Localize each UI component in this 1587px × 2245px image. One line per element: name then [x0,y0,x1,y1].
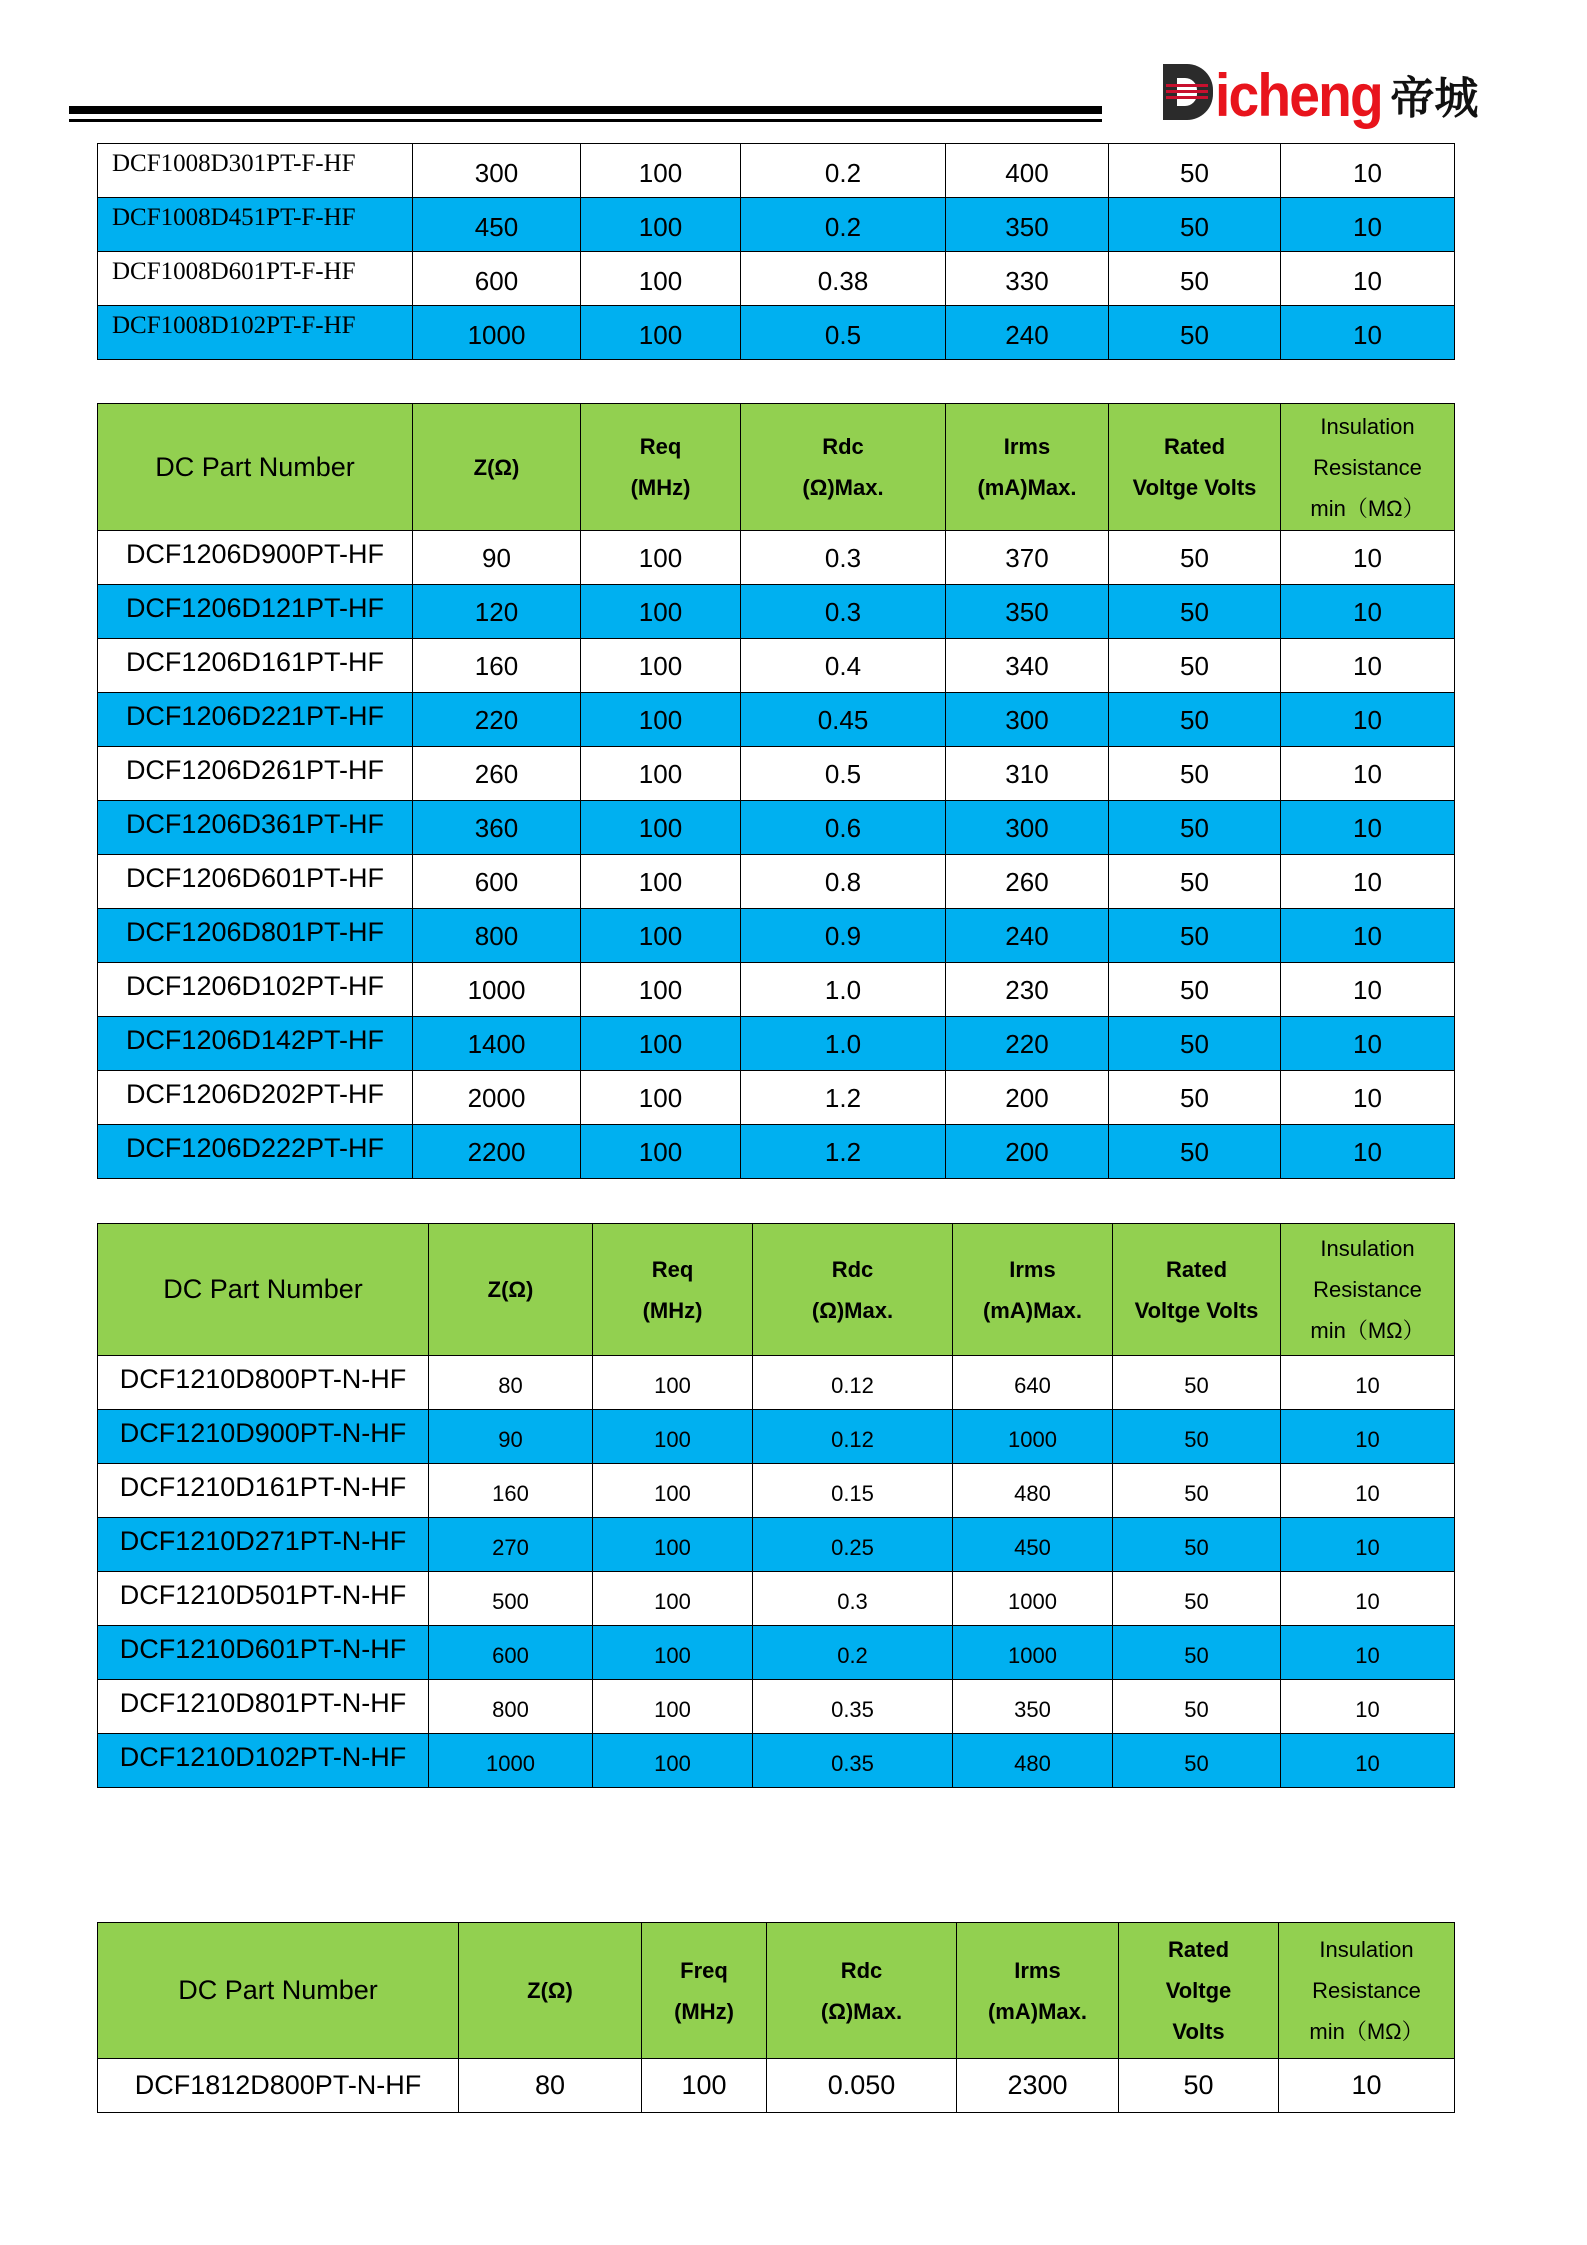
cell-rated-voltage: 50 [1109,909,1281,963]
cell-rdc: 0.3 [741,531,946,585]
cell-impedance: 300 [413,144,581,198]
cell-part-number: DCF1812D800PT-N-HF [98,2059,459,2113]
cell-part-number: DCF1210D161PT-N-HF [98,1464,429,1518]
header-part-number [98,404,413,531]
logo-d-mark-icon [1163,64,1213,120]
cell-rdc: 0.12 [753,1410,953,1464]
header-insulation-resistance [1281,1224,1455,1356]
cell-irms: 1000 [953,1410,1113,1464]
header-rdc [741,404,946,531]
cell-part-number: DCF1210D900PT-N-HF [98,1410,429,1464]
header-line: Rated [1163,434,1226,459]
header-rated-voltage [1113,1224,1281,1356]
cell-frequency: 100 [581,306,741,360]
cell-impedance: 80 [459,2059,642,2113]
header-line: Rated [1165,1256,1228,1282]
cell-rated-voltage: 50 [1109,855,1281,909]
cell-frequency: 100 [593,1518,753,1572]
cell-part-number: DCF1210D801PT-N-HF [98,1680,429,1734]
cell-part-number: DCF1206D361PT-HF [98,801,413,855]
cell-rated-voltage: 50 [1109,198,1281,252]
cell-rated-voltage: 50 [1109,531,1281,585]
cell-frequency: 100 [581,585,741,639]
cell-rated-voltage: 50 [1119,2059,1279,2113]
cell-insulation-resistance: 10 [1281,1626,1455,1680]
cell-impedance: 1000 [413,963,581,1017]
header-line: Req [639,434,682,459]
cell-rated-voltage: 50 [1113,1356,1281,1410]
header-line: Resistance [1313,1277,1422,1302]
cell-insulation-resistance: 10 [1281,747,1455,801]
cell-frequency: 100 [593,1356,753,1410]
cell-insulation-resistance: 10 [1281,639,1455,693]
cell-rdc: 0.35 [753,1680,953,1734]
cell-irms: 200 [946,1071,1109,1125]
cell-impedance: 600 [429,1626,593,1680]
header-line: Irms [1003,434,1051,459]
cell-part-number: DCF1206D221PT-HF [98,693,413,747]
table-row [98,909,1455,963]
table-row [98,1356,1455,1410]
cell-frequency: 100 [581,963,741,1017]
table-body [98,1356,1455,1788]
header-label: Z(Ω) [487,1277,534,1302]
cell-rdc: 0.4 [741,639,946,693]
cell-frequency: 100 [593,1680,753,1734]
cell-impedance: 270 [429,1518,593,1572]
header-line: Resistance [1313,454,1422,480]
cell-frequency: 100 [581,747,741,801]
header-irms [953,1224,1113,1356]
table-header [98,1923,1455,2059]
header-insulation-resistance [1281,404,1455,531]
cell-irms: 400 [946,144,1109,198]
cell-frequency: 100 [593,1626,753,1680]
table-row [98,963,1455,1017]
dicheng-logo [1163,56,1479,129]
cell-irms: 350 [946,585,1109,639]
table-row [98,306,1455,360]
table-row [98,252,1455,306]
header-line: (Ω)Max. [811,1297,894,1323]
header-line: Freq [680,1957,728,1983]
cell-rated-voltage: 50 [1109,252,1281,306]
cell-impedance: 160 [429,1464,593,1518]
cell-insulation-resistance: 10 [1281,1410,1455,1464]
header-part-number [98,1224,429,1356]
cell-rated-voltage: 50 [1113,1464,1281,1518]
header-line: Rdc [831,1256,874,1282]
header-line: min（MΩ） [1310,495,1425,521]
cell-irms: 1000 [953,1626,1113,1680]
cell-part-number: DCF1206D121PT-HF [98,585,413,639]
table-row [98,693,1455,747]
cell-impedance: 450 [413,198,581,252]
cell-insulation-resistance: 10 [1281,855,1455,909]
cell-insulation-resistance: 10 [1281,198,1455,252]
cell-rdc: 0.5 [741,747,946,801]
cell-frequency: 100 [593,1410,753,1464]
header-line: Rdc [822,434,864,459]
header-label: Z(Ω) [527,1978,573,2003]
header-impedance [459,1923,642,2059]
cell-rdc: 0.2 [741,144,946,198]
header-row [98,1923,1455,2059]
cell-frequency: 100 [581,909,741,963]
cell-part-number: DCF1206D601PT-HF [98,855,413,909]
header-label: Z(Ω) [473,454,520,480]
table-row [98,585,1455,639]
cell-frequency: 100 [581,693,741,747]
cell-irms: 640 [953,1356,1113,1410]
cell-irms: 300 [946,801,1109,855]
cell-part-number: DCF1206D222PT-HF [98,1125,413,1179]
cell-rdc: 1.0 [741,1017,946,1071]
cell-insulation-resistance: 10 [1281,531,1455,585]
cell-impedance: 90 [413,531,581,585]
cell-irms: 330 [946,252,1109,306]
table-row [98,747,1455,801]
table-body [98,531,1455,1179]
cell-rdc: 1.0 [741,963,946,1017]
table-row [98,1410,1455,1464]
cell-insulation-resistance: 10 [1281,585,1455,639]
cell-frequency: 100 [593,1734,753,1788]
cell-insulation-resistance: 10 [1281,1071,1455,1125]
cell-impedance: 600 [413,855,581,909]
cell-frequency: 100 [581,801,741,855]
cell-irms: 480 [953,1464,1113,1518]
table-row [98,1125,1455,1179]
cell-irms: 2300 [957,2059,1119,2113]
cell-irms: 340 [946,639,1109,693]
cell-rdc: 0.3 [753,1572,953,1626]
cell-impedance: 600 [413,252,581,306]
cell-insulation-resistance: 10 [1281,693,1455,747]
cell-rdc: 0.45 [741,693,946,747]
cell-impedance: 90 [429,1410,593,1464]
cell-insulation-resistance: 10 [1281,1356,1455,1410]
cell-frequency: 100 [581,198,741,252]
cell-rated-voltage: 50 [1109,693,1281,747]
cell-part-number: DCF1206D801PT-HF [98,909,413,963]
header-line: (MHz) [642,1297,703,1323]
table-row [98,1734,1455,1788]
cell-part-number: DCF1210D501PT-N-HF [98,1572,429,1626]
table-row [98,1626,1455,1680]
cell-frequency: 100 [581,1125,741,1179]
header-line: Resistance [1312,1978,1421,2003]
cell-insulation-resistance: 10 [1281,801,1455,855]
header-frequency [593,1224,753,1356]
cell-rated-voltage: 50 [1109,1017,1281,1071]
cell-rdc: 0.3 [741,585,946,639]
cell-frequency: 100 [642,2059,767,2113]
cell-frequency: 100 [593,1572,753,1626]
table-header [98,1224,1455,1356]
cell-impedance: 260 [413,747,581,801]
cell-insulation-resistance: 10 [1281,144,1455,198]
header-label: DC Part Number [163,1274,363,1304]
cell-part-number: DCF1206D202PT-HF [98,1071,413,1125]
table-row [98,801,1455,855]
table-row [98,1071,1455,1125]
cell-rdc: 0.2 [753,1626,953,1680]
header-irms [957,1923,1119,2059]
cell-impedance: 2000 [413,1071,581,1125]
cell-rdc: 0.9 [741,909,946,963]
cell-irms: 1000 [953,1572,1113,1626]
cell-frequency: 100 [581,531,741,585]
cell-insulation-resistance: 10 [1281,252,1455,306]
table-body [98,2059,1455,2113]
cell-part-number: DCF1206D261PT-HF [98,747,413,801]
cell-rated-voltage: 50 [1109,144,1281,198]
cell-part-number: DCF1210D800PT-N-HF [98,1356,429,1410]
cell-impedance: 2200 [413,1125,581,1179]
header-line: (mA)Max. [987,1998,1087,2024]
cell-impedance: 360 [413,801,581,855]
cell-insulation-resistance: 10 [1281,909,1455,963]
cell-frequency: 100 [581,252,741,306]
cell-part-number: DCF1210D601PT-N-HF [98,1626,429,1680]
header-line: Voltge Volts [1134,1297,1259,1323]
cell-rated-voltage: 50 [1109,963,1281,1017]
cell-impedance: 500 [429,1572,593,1626]
cell-insulation-resistance: 10 [1281,1572,1455,1626]
cell-part-number: DCF1008D601PT-F-HF [98,252,413,306]
cell-rated-voltage: 50 [1109,801,1281,855]
cell-rdc: 0.15 [753,1464,953,1518]
cell-rdc: 0.35 [753,1734,953,1788]
header-row [98,1224,1455,1356]
cell-impedance: 220 [413,693,581,747]
cell-impedance: 800 [429,1680,593,1734]
cell-insulation-resistance: 10 [1279,2059,1455,2113]
cell-rdc: 0.6 [741,801,946,855]
header-line: Req [651,1256,694,1282]
cell-rdc: 0.25 [753,1518,953,1572]
header-rdc [753,1224,953,1356]
cell-rated-voltage: 50 [1113,1734,1281,1788]
cell-irms: 350 [953,1680,1113,1734]
cell-irms: 240 [946,306,1109,360]
cell-part-number: DCF1206D161PT-HF [98,639,413,693]
header-rated-voltage [1109,404,1281,531]
cell-rdc: 1.2 [741,1071,946,1125]
header-line: min（MΩ） [1309,2019,1424,2044]
cell-rdc: 0.5 [741,306,946,360]
cell-frequency: 100 [581,1071,741,1125]
header-line: Insulation [1320,1236,1415,1261]
cell-rdc: 1.2 [741,1125,946,1179]
header-line: (MHz) [674,1998,734,2024]
cell-impedance: 800 [413,909,581,963]
cell-part-number: DCF1206D142PT-HF [98,1017,413,1071]
table-row [98,2059,1455,2113]
cell-insulation-resistance: 10 [1281,1518,1455,1572]
cell-rated-voltage: 50 [1109,639,1281,693]
cell-frequency: 100 [581,144,741,198]
cell-irms: 350 [946,198,1109,252]
cell-part-number: DCF1008D102PT-F-HF [98,306,413,360]
table-header [98,404,1455,531]
table-row [98,1464,1455,1518]
cell-rdc: 0.12 [753,1356,953,1410]
cell-rdc: 0.8 [741,855,946,909]
header-line: Irms [1009,1256,1056,1282]
table-row [98,639,1455,693]
cell-impedance: 1000 [429,1734,593,1788]
cell-frequency: 100 [581,1017,741,1071]
header-line: Insulation [1320,413,1415,439]
cell-part-number: DCF1210D102PT-N-HF [98,1734,429,1788]
header-line: (mA)Max. [977,475,1077,500]
cell-part-number: DCF1008D301PT-F-HF [98,144,413,198]
header-part-number [98,1923,459,2059]
cell-part-number: DCF1206D900PT-HF [98,531,413,585]
cell-irms: 300 [946,693,1109,747]
table-body [98,144,1455,360]
header-line: Insulation [1319,1937,1414,1962]
cell-insulation-resistance: 10 [1281,1464,1455,1518]
cell-irms: 200 [946,1125,1109,1179]
table-row [98,144,1455,198]
header-line: Rdc [840,1957,883,1983]
cell-rdc: 0.050 [767,2059,957,2113]
header-rule-thin [69,119,1102,122]
header-rated-voltage [1119,1923,1279,2059]
table-row [98,1518,1455,1572]
cell-insulation-resistance: 10 [1281,1680,1455,1734]
cell-rdc: 0.2 [741,198,946,252]
cell-insulation-resistance: 10 [1281,1734,1455,1788]
header-line: (MHz) [630,475,691,500]
cell-rated-voltage: 50 [1109,747,1281,801]
cell-rated-voltage: 50 [1113,1572,1281,1626]
cell-irms: 260 [946,855,1109,909]
spec-table-1812 [97,1922,1455,2113]
table-row [98,855,1455,909]
cell-insulation-resistance: 10 [1281,1017,1455,1071]
cell-insulation-resistance: 10 [1281,1125,1455,1179]
cell-part-number: DCF1008D451PT-F-HF [98,198,413,252]
cell-frequency: 100 [581,639,741,693]
header-label: DC Part Number [178,1975,378,2005]
cell-rated-voltage: 50 [1113,1680,1281,1734]
logo-chinese-name: 帝城 [1390,73,1479,124]
header-line: Irms [1014,1957,1061,1983]
spec-table-1210 [97,1223,1455,1788]
header-frequency [581,404,741,531]
cell-rated-voltage: 50 [1109,306,1281,360]
cell-rated-voltage: 50 [1109,585,1281,639]
cell-irms: 480 [953,1734,1113,1788]
header-line: (mA)Max. [982,1297,1082,1323]
cell-insulation-resistance: 10 [1281,963,1455,1017]
cell-part-number: DCF1210D271PT-N-HF [98,1518,429,1572]
header-frequency [642,1923,767,2059]
table-row [98,1572,1455,1626]
cell-rdc: 0.38 [741,252,946,306]
cell-impedance: 1400 [413,1017,581,1071]
cell-impedance: 80 [429,1356,593,1410]
spec-table-1008 [97,143,1455,360]
cell-rated-voltage: 50 [1113,1518,1281,1572]
header-line: Rated [1167,1937,1230,1962]
header-row [98,404,1455,531]
header-line: (Ω)Max. [820,1998,903,2024]
header-line: min（MΩ） [1310,1318,1425,1343]
cell-irms: 450 [953,1518,1113,1572]
header-line: Voltge [1165,1978,1232,2003]
cell-rated-voltage: 50 [1113,1410,1281,1464]
cell-irms: 240 [946,909,1109,963]
cell-part-number: DCF1206D102PT-HF [98,963,413,1017]
cell-irms: 230 [946,963,1109,1017]
header-irms [946,404,1109,531]
cell-impedance: 1000 [413,306,581,360]
logo-wordmark: icheng [1215,62,1382,129]
header-insulation-resistance [1279,1923,1455,2059]
table-row [98,198,1455,252]
header-rdc [767,1923,957,2059]
cell-rated-voltage: 50 [1109,1125,1281,1179]
cell-rated-voltage: 50 [1109,1071,1281,1125]
header-label: DC Part Number [155,451,355,482]
cell-frequency: 100 [593,1464,753,1518]
cell-irms: 220 [946,1017,1109,1071]
table-row [98,531,1455,585]
table-row [98,1680,1455,1734]
cell-insulation-resistance: 10 [1281,306,1455,360]
header-line: Voltge Volts [1132,475,1257,500]
header-line: Volts [1172,2019,1225,2044]
spec-table-1206 [97,403,1455,1179]
header-impedance [413,404,581,531]
cell-irms: 310 [946,747,1109,801]
header-rule-thick [69,106,1102,114]
header-line: (Ω)Max. [802,475,884,500]
cell-rated-voltage: 50 [1113,1626,1281,1680]
cell-impedance: 160 [413,639,581,693]
cell-frequency: 100 [581,855,741,909]
table-row [98,1017,1455,1071]
cell-impedance: 120 [413,585,581,639]
cell-irms: 370 [946,531,1109,585]
header-impedance [429,1224,593,1356]
